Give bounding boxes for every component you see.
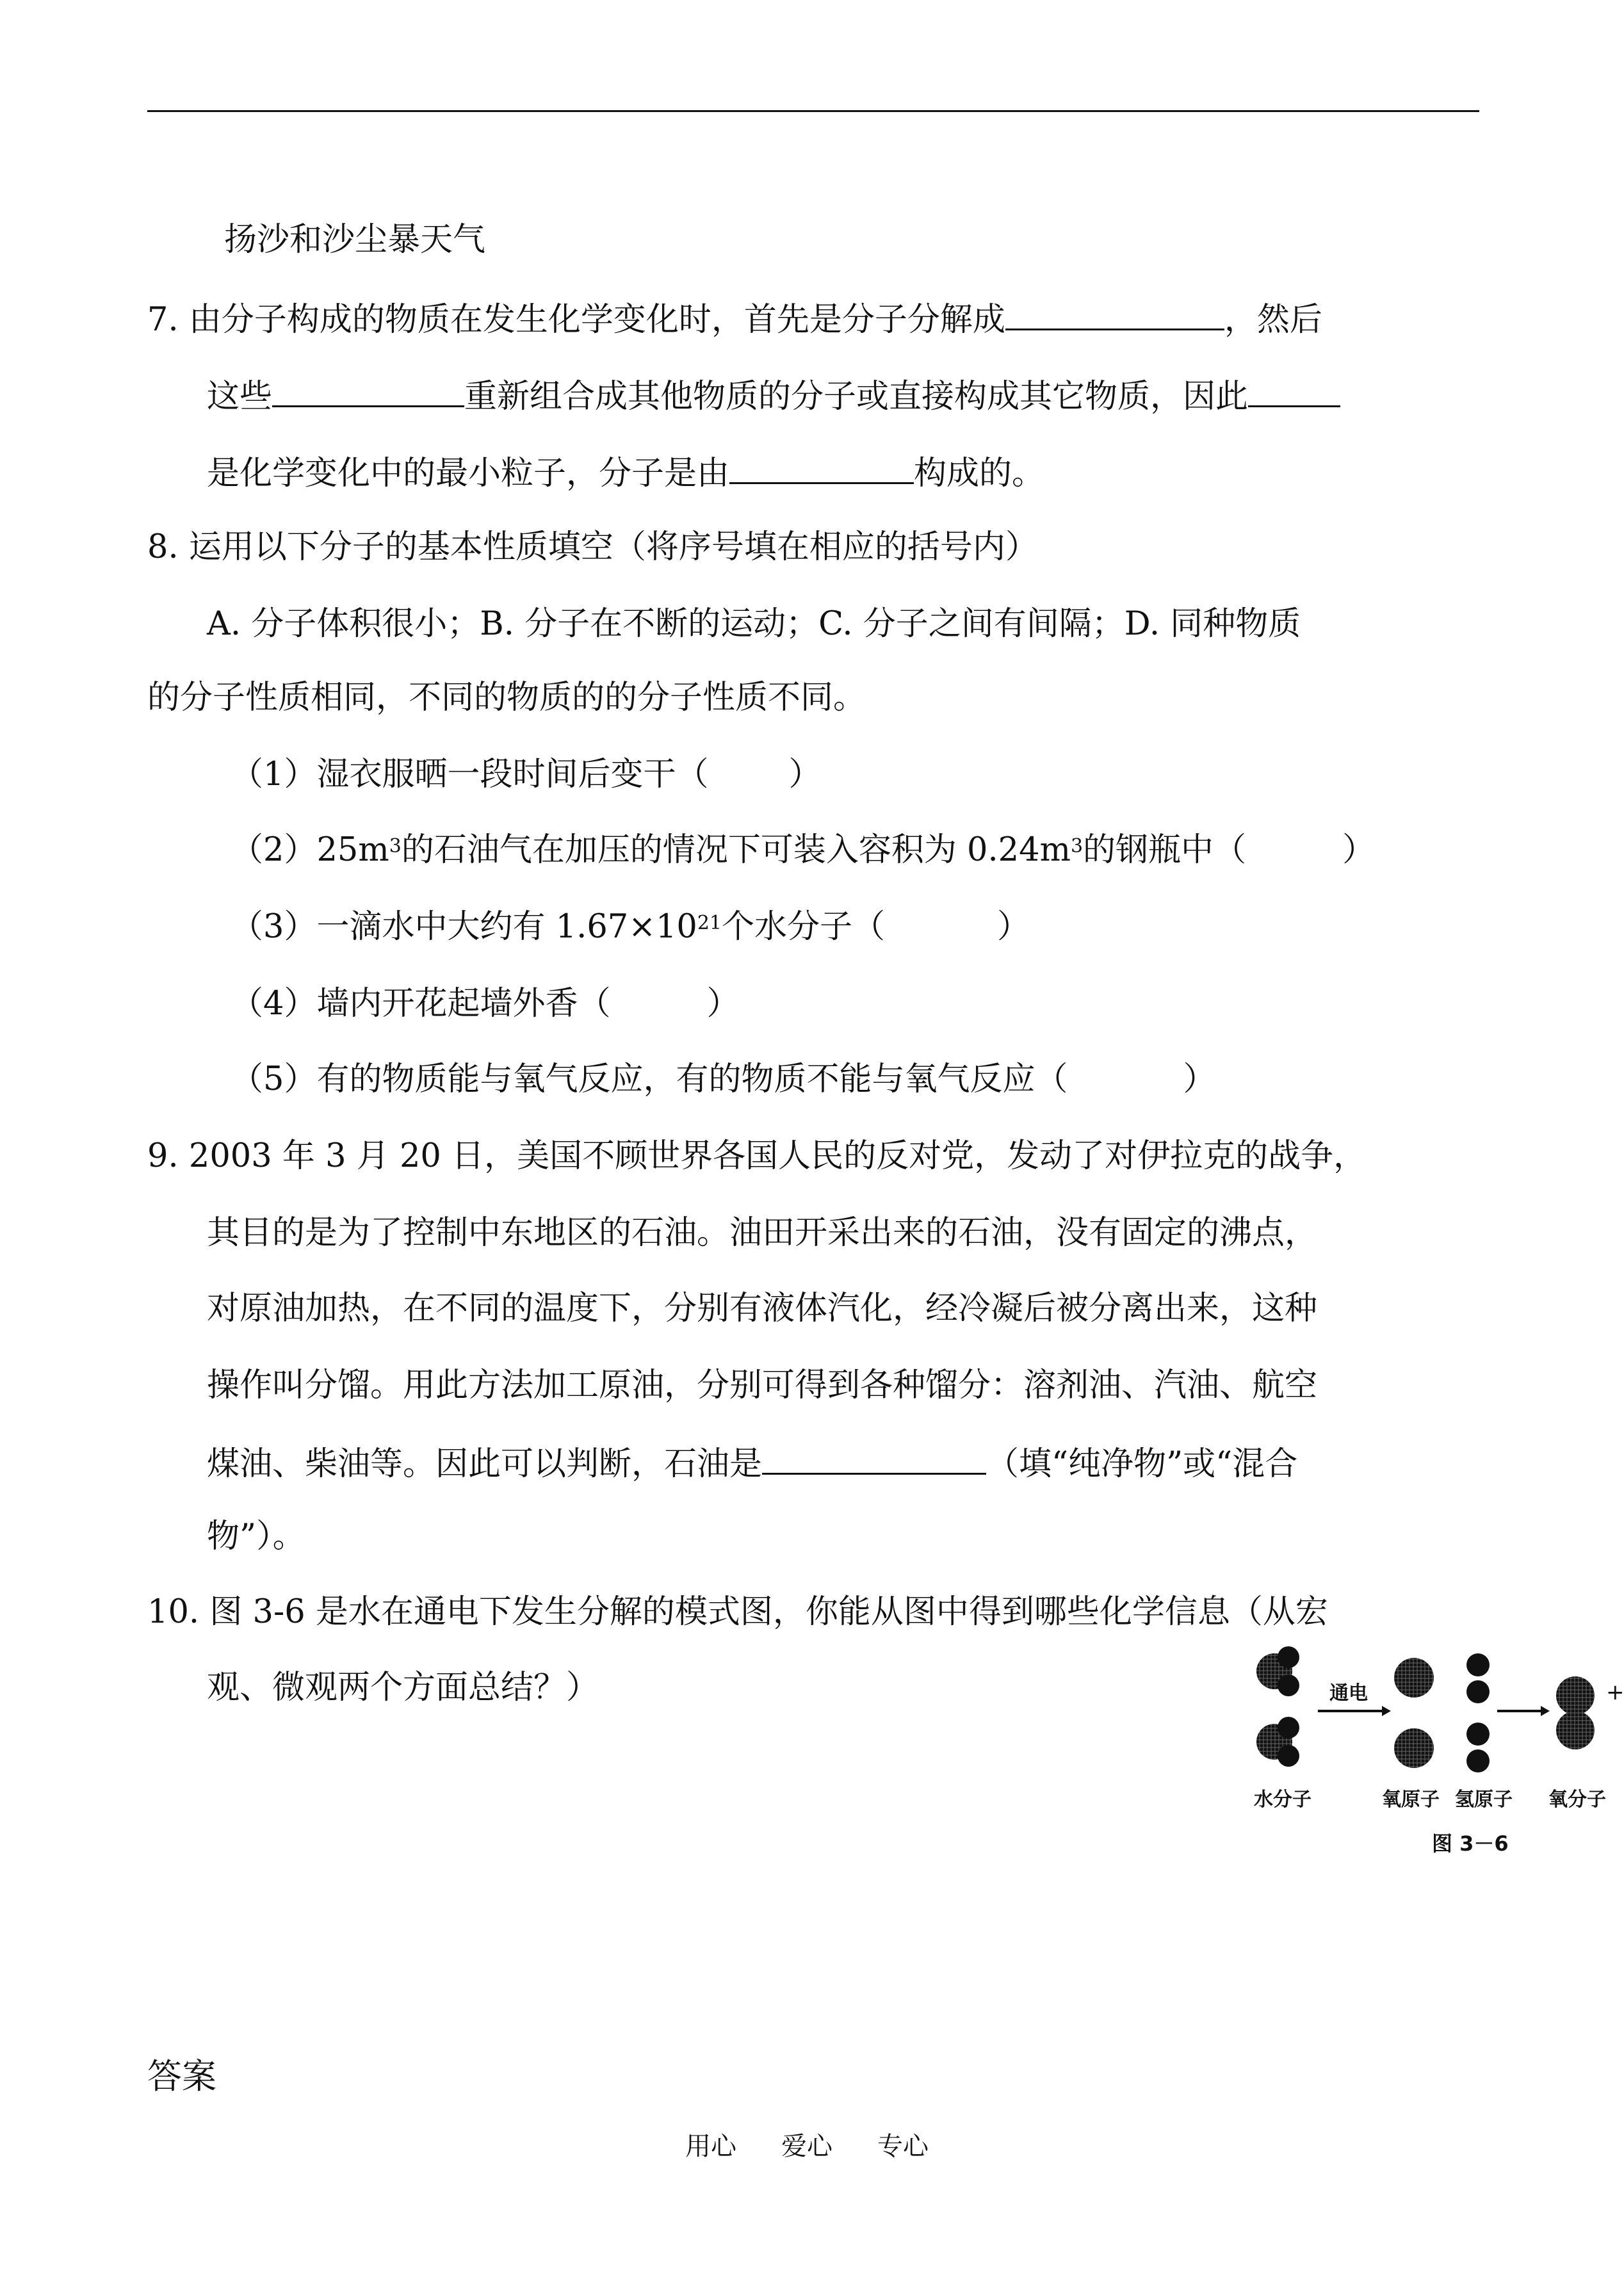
q7-text: 重新组合成其他物质的分子或直接构成其它物质，因此 — [464, 378, 1249, 416]
q9-line-5 — [207, 1442, 1297, 1484]
header-rule — [147, 110, 1479, 112]
superscript: 3 — [389, 835, 402, 857]
q7-text: 是化学变化中的最小粒子，分子是由 — [207, 455, 730, 492]
q8-item-1 — [231, 756, 821, 794]
q8-item-text: （2）25m — [231, 831, 389, 869]
q9-line-3: 对原油加热，在不同的温度下，分别有液体汽化，经冷凝后被分离出来，这种 — [207, 1290, 1318, 1327]
q8-item-close: ） — [706, 985, 740, 1023]
q8-item-text: 的石油气在加压的情况下可装入容积为 0.24m — [401, 831, 1071, 869]
water-molecule-icon — [1256, 1717, 1299, 1767]
q7-text: ，然后 — [1224, 301, 1322, 339]
q9-text: 煤油、柴油等。因此可以判断，石油是 — [207, 1445, 763, 1483]
q7-line-3 — [207, 451, 1044, 493]
oxygen-atom-icon — [1394, 1658, 1434, 1698]
superscript: 21 — [697, 912, 722, 934]
arrow-icon — [1318, 1706, 1391, 1716]
oxygen-atom-icon — [1394, 1728, 1434, 1768]
answer-heading: 答案 — [147, 2056, 216, 2096]
q8-options-line-1: A. 分子体积很小；B. 分子在不断的运动；C. 分子之间有间隔；D. 同种物质 — [207, 605, 1301, 643]
q10-line-1: 10. 图 3-6 是水在通电下发生分解的模式图，你能从图中得到哪些化学信息（从宏 — [147, 1593, 1328, 1631]
q8-item-text: 个水分子（ — [722, 908, 886, 946]
label-hydrogen-atom: 氢原子 — [1455, 1788, 1513, 1811]
page-footer — [685, 2126, 973, 2162]
q8-item-text: （1）湿衣服晒一段时间后变干（ — [231, 756, 709, 793]
q9-blank[interactable] — [762, 1442, 986, 1475]
q7-line-2 — [207, 375, 1340, 416]
superscript: 3 — [1070, 835, 1084, 857]
previous-text: 扬沙和沙尘暴天气 — [224, 221, 486, 259]
arrow-label: 通电 — [1329, 1682, 1368, 1705]
hydrogen-atom-icon — [1466, 1680, 1490, 1703]
q9-text: （填“纯净物”或“混合 — [986, 1445, 1298, 1483]
q7-text: 7. 由分子构成的物质在发生化学变化时，首先是分子分解成 — [147, 301, 1005, 339]
q8-item-2 — [231, 831, 1375, 870]
q7-text: 这些 — [207, 378, 273, 416]
q8-item-close: ） — [1183, 1060, 1216, 1098]
q7-blank-3[interactable] — [1248, 375, 1340, 407]
q8-item-text: （4）墙内开花起墙外香（ — [231, 985, 611, 1023]
hydrogen-atom-icon — [1466, 1723, 1490, 1746]
hydrogen-atom-icon — [1466, 1653, 1490, 1676]
q7-blank-2[interactable] — [272, 375, 464, 407]
q8-item-4 — [231, 985, 739, 1023]
q8-item-text: （5）有的物质能与氧气反应，有的物质不能与氧气反应（ — [231, 1060, 1068, 1098]
water-molecule-icon — [1256, 1646, 1299, 1696]
q8-item-3 — [231, 908, 1030, 946]
q8-item-close: ） — [997, 908, 1030, 946]
q10-line-2: 观、微观两个方面总结？） — [207, 1669, 599, 1707]
q8-options-line-2: 的分子性质相同，不同的物质的的分子性质不同。 — [147, 679, 866, 717]
hydrogen-atom-icon — [1466, 1749, 1490, 1772]
q9-line-1: 9. 2003 年 3 月 20 日，美国不顾世界各国人民的反对党，发动了对伊拉克的战争， — [147, 1137, 1367, 1175]
footer-item: 专心 — [877, 2132, 929, 2161]
q7-line-1 — [147, 298, 1322, 339]
label-oxygen-molecule: 氧分子 — [1548, 1788, 1606, 1811]
label-oxygen-atom: 氧原子 — [1382, 1788, 1440, 1811]
q9-line-2: 其目的是为了控制中东地区的石油。油田开采出来的石油，没有固定的沸点， — [207, 1214, 1318, 1252]
figure-caption: 图 3－6 — [1432, 1831, 1509, 1856]
q9-line-6: 物”）。 — [207, 1518, 305, 1555]
label-water-molecule: 水分子 — [1254, 1788, 1311, 1811]
q8-title: 8. 运用以下分子的基本性质填空（将序号填在相应的括号内） — [147, 528, 1038, 566]
q8-item-5 — [231, 1060, 1215, 1099]
q7-text: 构成的。 — [914, 455, 1045, 492]
q8-item-text: 的钢瓶中（ — [1083, 831, 1247, 869]
q9-line-4: 操作叫分馏。用此方法加工原油，分别可得到各种馏分：溶剂油、汽油、航空 — [207, 1366, 1318, 1404]
q8-item-text: （3）一滴水中大约有 1.67×10 — [231, 908, 697, 946]
q8-item-close: ） — [788, 756, 822, 793]
footer-item: 爱心 — [781, 2132, 832, 2161]
oxygen-molecule-icon — [1556, 1676, 1595, 1749]
arrow-icon — [1497, 1706, 1550, 1716]
q7-blank-4[interactable] — [729, 451, 914, 484]
q7-blank-1[interactable] — [1005, 298, 1224, 330]
footer-item: 用心 — [685, 2132, 736, 2161]
q8-item-close: ） — [1342, 831, 1376, 869]
plus-sign: + — [1606, 1680, 1624, 1705]
water-electrolysis-figure — [1242, 1646, 1624, 1863]
